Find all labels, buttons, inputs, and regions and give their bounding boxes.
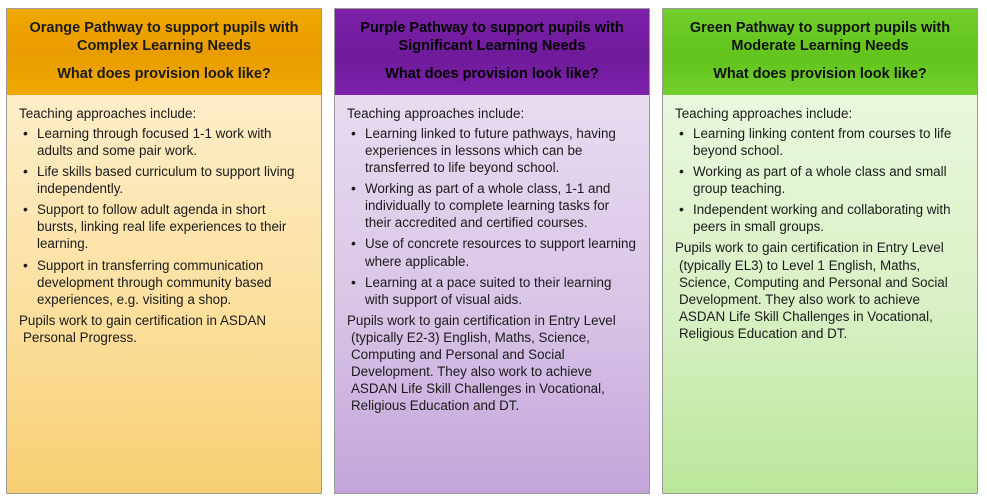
- pathway-subtitle-purple: What does provision look like?: [385, 66, 599, 83]
- teaching-approaches-intro-orange: Teaching approaches include:: [19, 106, 197, 122]
- pathway-title-green: Green Pathway to support pupils with Moderate Learning Needs: [689, 20, 951, 55]
- pathway-header-purple: [335, 9, 649, 95]
- pathway-subtitle-orange: What does provision look like?: [57, 66, 271, 83]
- certification-note-purple: Pupils work to gain certification in Entry Level (typically E2-3) English, Maths, Science, Computing and Personal and Social Development. They also work to achieve ASDAN Life Skill Challenges in Vocational, Religious Education and DT.: [347, 312, 616, 413]
- certification-note-green: Pupils work to gain certification in Entry Level (typically EL3) to Level 1 English, Maths, Science, Computing and Personal and Social Development. They also work to achieve ASDAN Life Skill Challenges in Vocational, Religious Education and DT.: [675, 240, 948, 341]
- list-item: • Support to follow adult agenda in short bursts, linking real life experiences to their learning.: [35, 201, 309, 252]
- pathway-card-purple: [334, 8, 650, 494]
- pathway-subtitle-green: What does provision look like?: [713, 66, 927, 83]
- list-item: • Life skills based curriculum to support living independently.: [35, 163, 309, 197]
- teaching-approaches-list-orange: [19, 125, 309, 307]
- list-item: • Learning linked to future pathways, having experiences in lessons which can be transferred to life beyond school.: [363, 125, 637, 176]
- pathway-header-orange: [7, 9, 321, 95]
- pathway-body-green: [663, 95, 977, 493]
- list-item: • Working as part of a whole class and small group teaching.: [691, 163, 965, 197]
- list-item: • Working as part of a whole class, 1-1 and individually to complete learning tasks for their accredited and certified courses.: [363, 180, 637, 231]
- teaching-approaches-list-purple: [347, 125, 637, 307]
- teaching-approaches-intro-purple: Teaching approaches include:: [347, 106, 525, 122]
- certification-note-orange: Pupils work to gain certification in ASDAN Personal Progress.: [19, 312, 267, 345]
- pathway-title-orange: Orange Pathway to support pupils with Complex Learning Needs: [29, 20, 299, 55]
- pathway-card-orange: [6, 8, 322, 494]
- list-item: • Use of concrete resources to support learning where applicable.: [363, 235, 637, 269]
- list-item: • Independent working and collaborating with peers in small groups.: [691, 201, 965, 235]
- list-item: • Learning at a pace suited to their learning with support of visual aids.: [363, 274, 637, 308]
- pathway-title-purple: Purple Pathway to support pupils with Significant Learning Needs: [360, 20, 624, 55]
- pathway-body-orange: [7, 95, 321, 493]
- list-item: • Learning through focused 1-1 work with adults and some pair work.: [35, 125, 309, 159]
- teaching-approaches-intro-green: Teaching approaches include:: [675, 106, 853, 122]
- pathway-card-green: [662, 8, 978, 494]
- list-item: • Support in transferring communication development through community based experiences, e.g. visiting a shop.: [35, 257, 309, 308]
- pathway-body-purple: [335, 95, 649, 493]
- list-item: • Learning linking content from courses to life beyond school.: [691, 125, 965, 159]
- teaching-approaches-list-green: [675, 125, 965, 235]
- pathway-header-green: [663, 9, 977, 95]
